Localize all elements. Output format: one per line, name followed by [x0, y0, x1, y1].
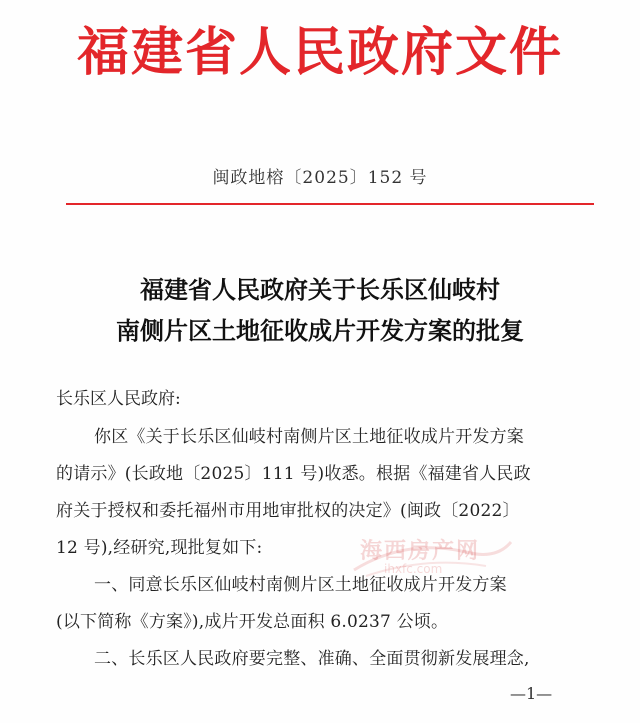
- document-header-title: 福建省人民政府文件: [76, 22, 563, 83]
- page-number: —1—: [510, 684, 553, 703]
- watermark-text: 海西房产网: [360, 539, 481, 564]
- body-text-line: 12 号),经研究,现批复如下:: [56, 538, 263, 558]
- body-text-line: 的请示》(长政地〔2025〕111 号)收悉。根据《福建省人民政: [56, 464, 531, 484]
- watermark-subtext: ihxfc.com: [384, 562, 443, 576]
- document-number: 闽政地榕〔2025〕152 号: [212, 168, 428, 188]
- body-text-line: 一、同意长乐区仙岐村南侧片区土地征收成片开发方案: [94, 575, 507, 595]
- document-title-line-1: 福建省人民政府关于长乐区仙岐村: [140, 275, 500, 304]
- body-text-line: 你区《关于长乐区仙岐村南侧片区土地征收成片开发方案: [94, 427, 524, 447]
- body-text-line: 府关于授权和委托福州市用地审批权的决定》(闽政〔2022〕: [56, 501, 520, 521]
- addressee: 长乐区人民政府:: [56, 389, 181, 409]
- body-text-line: (以下简称《方案》),成片开发总面积 6.0237 公顷。: [56, 612, 449, 632]
- body-text-line: 二、长乐区人民政府要完整、准确、全面贯彻新发展理念,: [94, 649, 530, 669]
- document-title-line-2: 南侧片区土地征收成片开发方案的批复: [116, 316, 524, 345]
- header-divider: [66, 203, 594, 205]
